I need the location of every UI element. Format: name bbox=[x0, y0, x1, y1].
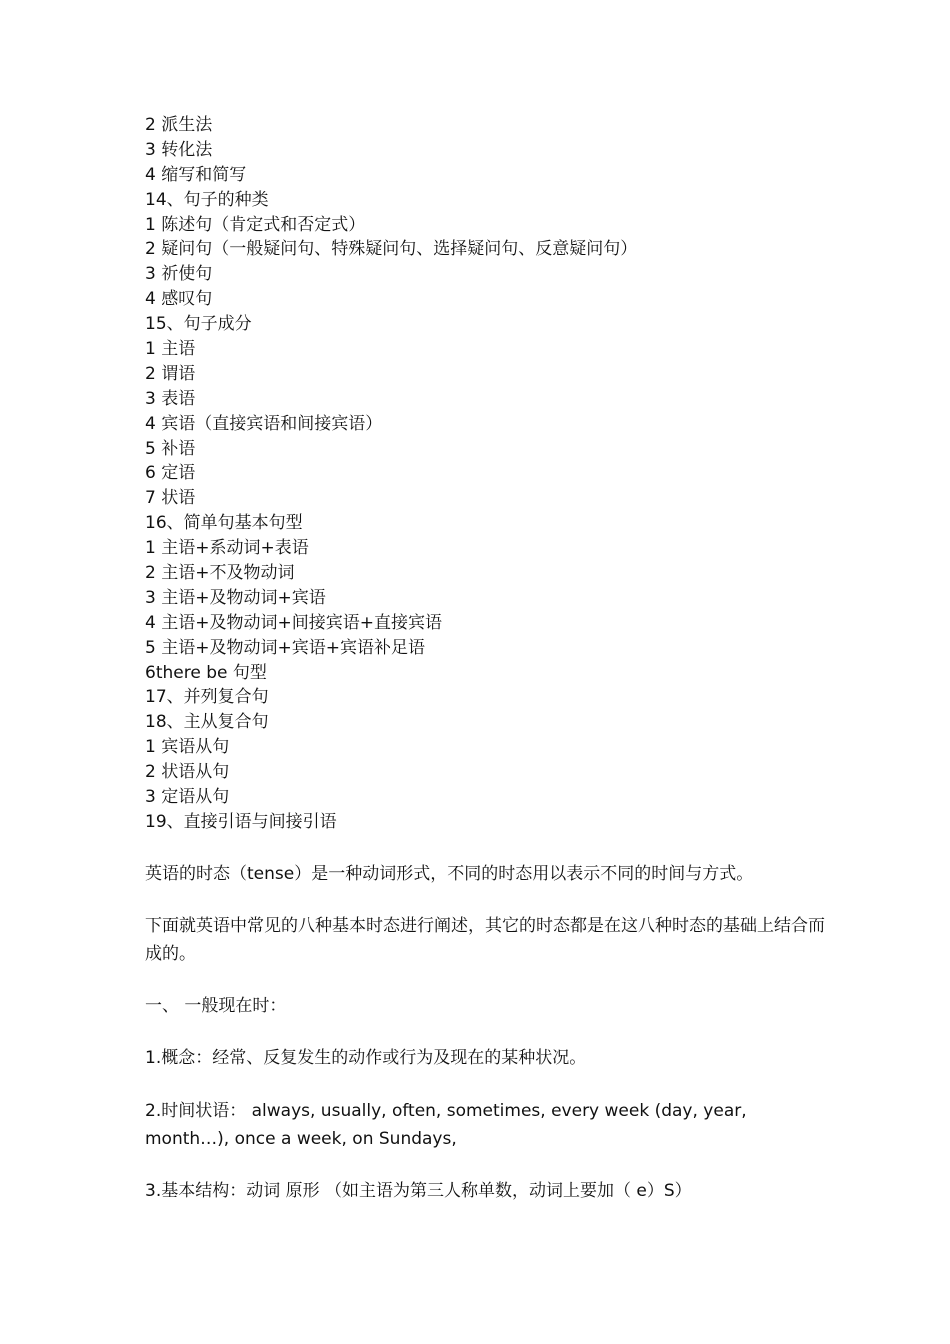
outline-heading: 14、句子的种类 bbox=[145, 189, 269, 210]
outline-heading: 19、直接引语与间接引语 bbox=[145, 811, 337, 832]
outline-line: 1 陈述句（肯定式和否定式） bbox=[145, 214, 366, 235]
outline-line: 6 定语 bbox=[145, 463, 196, 484]
tense-intro-paragraph: 英语的时态（tense）是一种动词形式，不同的时态用以表示不同的时间与方式。 bbox=[145, 864, 754, 884]
outline-line: 5 补语 bbox=[145, 438, 196, 459]
section-heading: 一、 一般现在时： bbox=[145, 996, 287, 1016]
outline-line: 3 转化法 bbox=[145, 139, 213, 160]
outline-line: 1 宾语从句 bbox=[145, 737, 230, 758]
outline-heading: 16、简单句基本句型 bbox=[145, 513, 303, 534]
outline-line: 2 派生法 bbox=[145, 115, 213, 135]
outline-heading: 17、并列复合句 bbox=[145, 687, 269, 708]
outline-line: 7 状语 bbox=[145, 488, 196, 509]
outline-line: 2 状语从句 bbox=[145, 762, 230, 783]
outline-line: 3 定语从句 bbox=[145, 787, 230, 808]
outline-line: 6there be 句型 bbox=[145, 662, 267, 683]
eight-tenses-paragraph: 下面就英语中常见的八种基本时态进行阐述，其它的时态都是在这八种时态的基础上结合而成的。 bbox=[145, 916, 825, 964]
outline-line: 4 主语+及物动词+间接宾语+直接宾语 bbox=[145, 612, 442, 633]
outline-line: 2 疑问句（一般疑问句、特殊疑问句、选择疑问句、反意疑问句） bbox=[145, 239, 638, 260]
outline-line: 1 主语+系动词+表语 bbox=[145, 538, 309, 559]
outline-line: 2 主语+不及物动词 bbox=[145, 563, 295, 584]
structure-paragraph: 3.基本结构：动词 原形 （如主语为第三人称单数，动词上要加（ e）S） bbox=[145, 1181, 692, 1201]
outline-line: 3 主语+及物动词+宾语 bbox=[145, 587, 326, 608]
outline-line: 4 宾语（直接宾语和间接宾语） bbox=[145, 413, 383, 434]
time-adverbials-paragraph: 2.时间状语： always, usually, often, sometimes, every week (day, year, month…), once a week, on Sundays, bbox=[145, 1101, 747, 1149]
outline-line: 3 表语 bbox=[145, 388, 196, 409]
outline-line: 1 主语 bbox=[145, 339, 196, 360]
outline-line: 5 主语+及物动词+宾语+宾语补足语 bbox=[145, 637, 425, 658]
outline-line: 4 缩写和简写 bbox=[145, 164, 247, 185]
concept-paragraph: 1.概念：经常、反复发生的动作或行为及现在的某种状况。 bbox=[145, 1048, 587, 1068]
grammar-outline bbox=[145, 113, 825, 835]
outline-line: 4 感叹句 bbox=[145, 289, 213, 310]
outline-heading: 18、主从复合句 bbox=[145, 712, 269, 733]
outline-line: 3 祈使句 bbox=[145, 264, 213, 285]
outline-heading: 15、句子成分 bbox=[145, 314, 252, 335]
outline-line: 2 谓语 bbox=[145, 363, 196, 384]
